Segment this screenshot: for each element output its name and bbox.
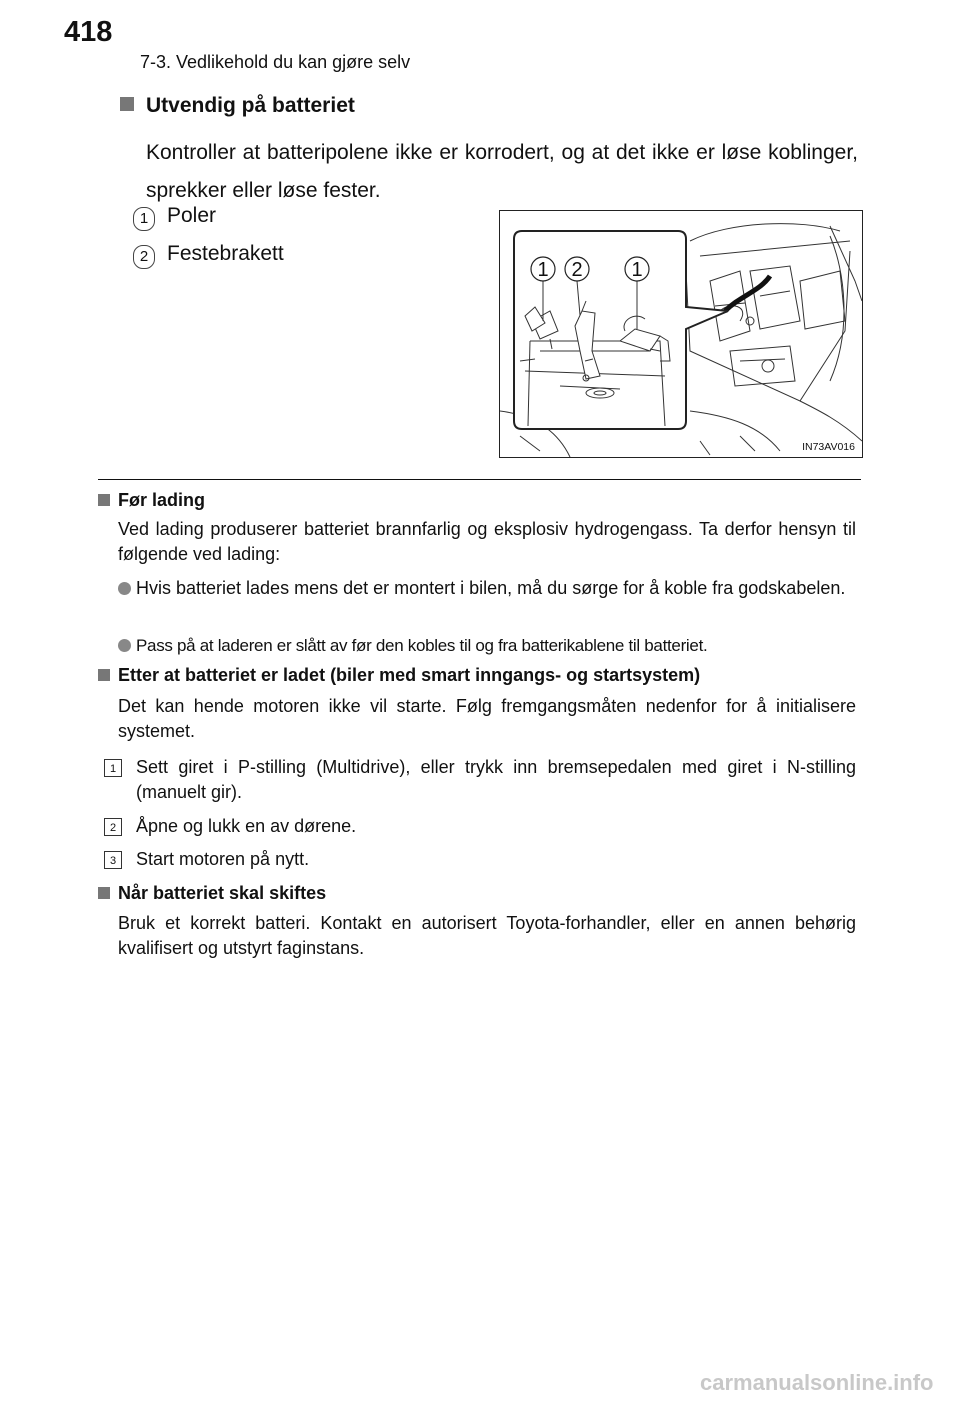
callout-number-2-icon: 2 bbox=[133, 245, 155, 269]
step-item bbox=[104, 814, 856, 839]
charging-paragraph: Ved lading produserer batteriet brannfarlig og eksplosiv hydrogengass. Ta derfor hensyn til følgende ved lading: bbox=[118, 519, 856, 564]
list-item-text: Pass på at laderen er slått av før den kobles til og fra batterikablene til batteriet. bbox=[136, 636, 708, 655]
replacement-paragraph: Bruk et korrekt batteri. Kontakt en autorisert Toyota-forhandler, eller en annen behørig kvalifisert og utstyrt faginstans. bbox=[118, 913, 856, 958]
heading-text: Når batteriet skal skiftes bbox=[118, 883, 327, 903]
figure-marker-1b: 1 bbox=[631, 259, 643, 281]
page-number: 418 bbox=[64, 16, 113, 48]
callout-number-1-icon: 1 bbox=[133, 207, 155, 231]
step-item bbox=[104, 847, 856, 872]
heading-text: Etter at batteriet er ladet (biler med smart inngangs- og startsystem) bbox=[118, 665, 701, 685]
square-bullet-icon bbox=[120, 97, 134, 111]
list-item bbox=[118, 576, 861, 601]
figure-code: IN73AV016 bbox=[802, 441, 855, 453]
section-divider bbox=[98, 479, 861, 480]
callout-label: Poler bbox=[167, 204, 217, 227]
engine-bay-drawing-icon bbox=[500, 211, 862, 457]
intro-paragraph: Kontroller at batteripolene ikke er korrodert, og at det ikke er løse koblinger, sprekker eller løse fester. bbox=[146, 141, 858, 202]
figure-marker-1: 1 bbox=[537, 259, 549, 281]
square-bullet-icon bbox=[98, 887, 110, 899]
step-number: 2 bbox=[104, 818, 122, 836]
section-heading-battery-exterior bbox=[120, 94, 355, 118]
list-item bbox=[118, 633, 861, 658]
list-item-text: Hvis batteriet lades mens det er montert i bilen, må du sørge for å koble fra godskabelen. bbox=[136, 578, 846, 598]
step-number: 3 bbox=[104, 851, 122, 869]
step-item bbox=[104, 755, 856, 805]
heading-battery-replacement bbox=[98, 883, 326, 904]
step-text: Åpne og lukk en av dørene. bbox=[136, 816, 357, 836]
bullet-dot-icon bbox=[118, 582, 131, 595]
figure-marker-2: 2 bbox=[571, 259, 583, 281]
battery-illustration bbox=[499, 210, 863, 458]
square-bullet-icon bbox=[98, 669, 110, 681]
heading-text: Før lading bbox=[118, 490, 205, 510]
watermark: carmanualsonline.info bbox=[700, 1370, 934, 1395]
square-bullet-icon bbox=[98, 494, 110, 506]
bullet-dot-icon bbox=[118, 639, 131, 652]
step-text: Sett giret i P-stilling (Multidrive), eller trykk inn bremsepedalen med giret i N-stilling (manuelt gir). bbox=[136, 757, 856, 802]
section-title: 7-3. Vedlikehold du kan gjøre selv bbox=[140, 52, 411, 72]
heading-text: Utvendig på batteriet bbox=[146, 94, 355, 117]
heading-after-charging bbox=[98, 665, 700, 686]
step-number: 1 bbox=[104, 759, 122, 777]
heading-before-charging bbox=[98, 490, 205, 511]
step-text: Start motoren på nytt. bbox=[136, 849, 310, 869]
callout-label: Festebrakett bbox=[167, 242, 284, 265]
after-charge-paragraph: Det kan hende motoren ikke vil starte. Følg fremgangsmåten nedenfor for å initialisere systemet. bbox=[118, 696, 856, 741]
